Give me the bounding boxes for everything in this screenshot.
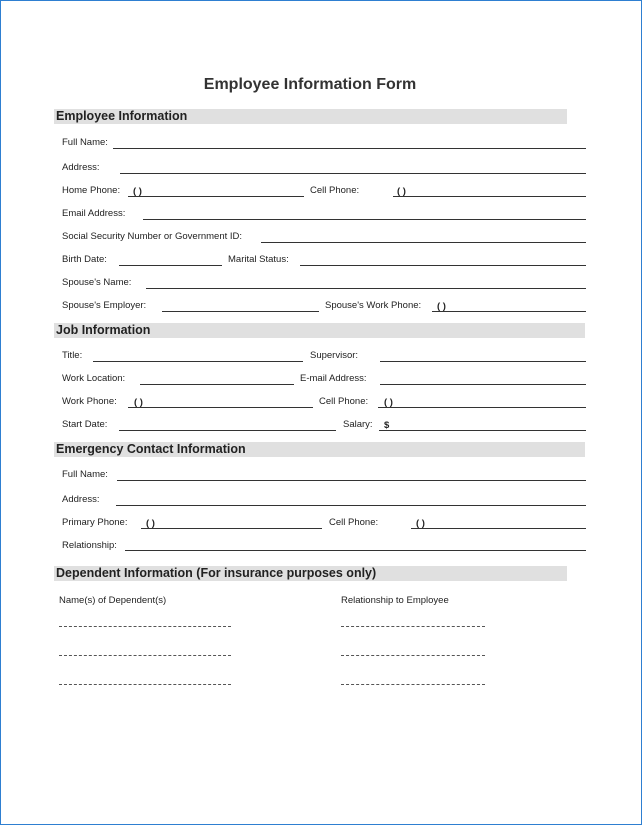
employee-ssn-field[interactable] <box>261 242 586 243</box>
employee-cell-phone-area-code: ( ) <box>397 186 406 197</box>
job-supervisor-label: Supervisor: <box>310 350 359 361</box>
employee-home-phone-area-code: ( ) <box>133 186 142 197</box>
emergency-relationship-field[interactable] <box>125 550 586 551</box>
employee-spouse-work-phone-area-code: ( ) <box>437 301 446 312</box>
employee-full-name-field[interactable] <box>113 148 586 149</box>
dependent-relationship-column-header: Relationship to Employee <box>341 595 449 606</box>
section-dependent-information: Dependent Information (For insurance purposes only) <box>54 566 567 581</box>
job-work-location-label: Work Location: <box>62 373 126 384</box>
job-title-field[interactable] <box>93 361 303 362</box>
employee-birth-date-label: Birth Date: <box>62 254 107 265</box>
employee-email-field[interactable] <box>143 219 586 220</box>
employee-full-name-label: Full Name: <box>62 137 108 148</box>
section-job-information: Job Information <box>54 323 585 338</box>
employee-address-label: Address: <box>62 162 100 173</box>
section-employee-information: Employee Information <box>54 109 567 124</box>
emergency-full-name-label: Full Name: <box>62 469 108 480</box>
employee-spouse-name-field[interactable] <box>146 288 586 289</box>
job-work-location-field[interactable] <box>140 384 294 385</box>
job-email-field[interactable] <box>380 384 586 385</box>
job-cell-phone-label: Cell Phone: <box>319 396 369 407</box>
employee-spouse-work-phone-label: Spouse's Work Phone: <box>325 300 422 311</box>
job-work-phone-field[interactable] <box>128 407 313 408</box>
dependent-relationship-field[interactable] <box>341 684 485 685</box>
employee-home-phone-field[interactable] <box>128 196 304 197</box>
employee-spouse-employer-label: Spouse's Employer: <box>62 300 147 311</box>
emergency-cell-phone-label: Cell Phone: <box>329 517 379 528</box>
employee-cell-phone-field[interactable] <box>393 196 586 197</box>
emergency-address-label: Address: <box>62 494 100 505</box>
dependent-relationship-field[interactable] <box>341 655 485 656</box>
employee-spouse-name-label: Spouse's Name: <box>62 277 132 288</box>
dependent-name-field[interactable] <box>59 626 231 627</box>
job-work-phone-label: Work Phone: <box>62 396 117 407</box>
emergency-cell-phone-field[interactable] <box>411 528 586 529</box>
job-salary-currency-symbol: $ <box>384 420 390 431</box>
employee-home-phone-label: Home Phone: <box>62 185 121 196</box>
employee-ssn-label: Social Security Number or Government ID: <box>62 231 243 242</box>
job-supervisor-field[interactable] <box>380 361 586 362</box>
employee-marital-status-field[interactable] <box>300 265 586 266</box>
dependent-name-field[interactable] <box>59 655 231 656</box>
emergency-primary-phone-label: Primary Phone: <box>62 517 128 528</box>
job-cell-phone-area-code: ( ) <box>384 397 393 408</box>
job-start-date-label: Start Date: <box>62 419 108 430</box>
employee-spouse-work-phone-field[interactable] <box>432 311 586 312</box>
job-cell-phone-field[interactable] <box>378 407 586 408</box>
emergency-address-field[interactable] <box>116 505 586 506</box>
emergency-full-name-field[interactable] <box>117 480 586 481</box>
emergency-primary-phone-field[interactable] <box>141 528 322 529</box>
employee-email-label: Email Address: <box>62 208 126 219</box>
job-work-phone-area-code: ( ) <box>134 397 143 408</box>
job-start-date-field[interactable] <box>119 430 336 431</box>
employee-address-field[interactable] <box>120 173 586 174</box>
section-emergency-contact: Emergency Contact Information <box>54 442 585 457</box>
job-email-label: E-mail Address: <box>300 373 367 384</box>
form-title: Employee Information Form <box>203 76 417 93</box>
emergency-primary-phone-area-code: ( ) <box>146 518 155 529</box>
employee-marital-status-label: Marital Status: <box>228 254 289 265</box>
emergency-cell-phone-area-code: ( ) <box>416 518 425 529</box>
job-salary-field[interactable] <box>379 430 586 431</box>
employee-birth-date-field[interactable] <box>119 265 222 266</box>
dependent-names-column-header: Name(s) of Dependent(s) <box>59 595 167 606</box>
emergency-relationship-label: Relationship: <box>62 540 117 551</box>
job-salary-label: Salary: <box>343 419 373 430</box>
employee-spouse-employer-field[interactable] <box>162 311 319 312</box>
dependent-relationship-field[interactable] <box>341 626 485 627</box>
employee-cell-phone-label: Cell Phone: <box>310 185 360 196</box>
job-title-label: Title: <box>62 350 83 361</box>
dependent-name-field[interactable] <box>59 684 231 685</box>
